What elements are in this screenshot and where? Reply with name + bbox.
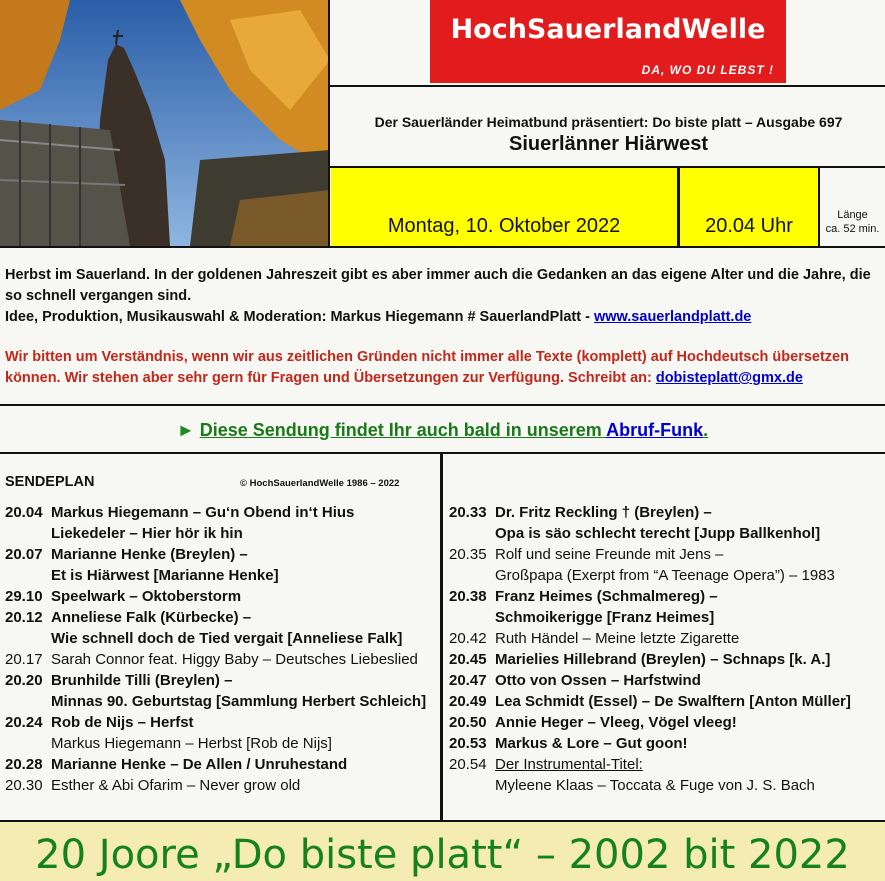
schedule-time: 20.38 bbox=[449, 588, 487, 605]
schedule-title: Der Instrumental-Titel: bbox=[495, 756, 643, 773]
schedule-item bbox=[5, 607, 437, 628]
station-logo bbox=[430, 0, 786, 83]
presents-line: Der Sauerländer Heimatbund präsentiert: Do biste platt – Ausgabe 697 bbox=[374, 114, 843, 130]
schedule-title: Rob de Nijs – Herfst bbox=[51, 714, 194, 731]
schedule-item bbox=[449, 628, 885, 649]
schedule-item bbox=[449, 544, 885, 565]
schedule-right bbox=[449, 502, 885, 796]
schedule-item bbox=[449, 649, 885, 670]
schedule-title: Marianne Henke – De Allen / Unruhestand bbox=[51, 756, 348, 773]
schedule-title: Markus & Lore – Gut goon! bbox=[495, 735, 688, 752]
logo-name: HochSauerlandWelle bbox=[450, 14, 766, 45]
schedule-subline bbox=[5, 628, 437, 649]
schedule-item bbox=[5, 502, 437, 523]
translation-notice bbox=[5, 347, 885, 389]
schedule-item bbox=[449, 754, 885, 775]
schedule-time: 20.30 bbox=[5, 777, 43, 794]
abruf-text[interactable]: Diese Sendung findet Ihr auch bald in unserem bbox=[199, 420, 607, 440]
schedule-subline bbox=[5, 523, 437, 544]
schedule-item bbox=[449, 712, 885, 733]
divider bbox=[330, 85, 885, 87]
schedule-time: 20.50 bbox=[449, 714, 487, 731]
intro-line-1: Herbst im Sauerland. In der goldenen Jahreszeit gibt es aber immer auch die Gedanken an das eigene Alter und die Jahre, die so schnell vergangen sind. bbox=[5, 267, 871, 304]
schedule-title: Annie Heger – Vleeg, Vögel vleeg! bbox=[495, 714, 737, 731]
schedule-item bbox=[5, 544, 437, 565]
abruf-line bbox=[0, 420, 885, 441]
schedule-time: 20.17 bbox=[5, 651, 43, 668]
banner-text: 20 Joore „Do biste platt“ – 2002 bit 2022 bbox=[35, 832, 850, 878]
date-box bbox=[331, 168, 677, 246]
schedule-subline bbox=[449, 775, 885, 796]
schedule-subtitle: Großpapa (Exerpt from “A Teenage Opera”) – 1983 bbox=[495, 567, 835, 584]
schedule-time: 20.12 bbox=[5, 609, 43, 626]
schedule-time: 20.07 bbox=[5, 546, 43, 563]
schedule-left bbox=[5, 502, 437, 796]
schedule-subline bbox=[449, 607, 885, 628]
schedule-time: 20.45 bbox=[449, 651, 487, 668]
schedule-time: 20.04 bbox=[5, 504, 43, 521]
divider bbox=[0, 246, 885, 248]
schedule-subtitle: Schmoikerigge [Franz Heimes] bbox=[495, 609, 715, 626]
schedule-time: 20.20 bbox=[5, 672, 43, 689]
schedule-title: Marielies Hillebrand (Breylen) – Schnaps [k. A.] bbox=[495, 651, 831, 668]
schedule-title: Ruth Händel – Meine letzte Zigarette bbox=[495, 630, 740, 647]
length-value: ca. 52 min. bbox=[825, 223, 880, 235]
schedule-item bbox=[5, 586, 437, 607]
length-label: Länge bbox=[837, 209, 868, 221]
schedule-title: Marianne Henke (Breylen) – bbox=[51, 546, 248, 563]
schedule-title: Anneliese Falk (Kürbecke) – bbox=[51, 609, 252, 626]
copyright: © HochSauerlandWelle 1986 – 2022 bbox=[240, 478, 400, 489]
schedule-subtitle: Minnas 90. Geburtstag [Sammlung Herbert Schleich] bbox=[51, 693, 427, 710]
schedule-time: 20.24 bbox=[5, 714, 43, 731]
schedule-title: Speelwark – Oktoberstorm bbox=[51, 588, 242, 605]
schedule-subline bbox=[449, 565, 885, 586]
schedule-title: Otto von Ossen – Harfstwind bbox=[495, 672, 701, 689]
notice-text: Wir bitten um Verständnis, wenn wir aus zeitlichen Gründen nicht immer alle Texte (komplett) auf Hochdeutsch übersetzen können. Wir stehen aber sehr gern für Fragen und Übersetzungen zur Verfügung. Schreibt an: bbox=[5, 349, 849, 386]
schedule-time: 20.28 bbox=[5, 756, 43, 773]
schedule-time: 20.47 bbox=[449, 672, 487, 689]
show-title: Siuerlänner Hiärwest bbox=[509, 133, 708, 155]
anniversary-banner bbox=[0, 822, 885, 881]
schedule-subline bbox=[5, 733, 437, 754]
schedule-item bbox=[449, 586, 885, 607]
schedule-subline bbox=[5, 691, 437, 712]
time-box bbox=[680, 168, 818, 246]
intro-line-2: Idee, Produktion, Musikauswahl & Moderation: Markus Hiegemann # SauerlandPlatt - bbox=[5, 309, 594, 325]
schedule-subline bbox=[5, 565, 437, 586]
schedule-subtitle: Opa is säo schlecht terecht [Jupp Ballkenhol] bbox=[495, 525, 821, 542]
schedule-item bbox=[5, 712, 437, 733]
divider bbox=[440, 452, 443, 822]
schedule-item bbox=[5, 775, 437, 796]
schedule-item bbox=[449, 502, 885, 523]
schedule-subtitle: Myleene Klaas – Toccata & Fuge von J. S. Bach bbox=[495, 777, 815, 794]
schedule-item bbox=[449, 691, 885, 712]
schedule-time: 20.35 bbox=[449, 546, 487, 563]
play-arrow-icon: ► bbox=[176, 420, 195, 440]
schedule-time: 20.33 bbox=[449, 504, 487, 521]
schedule-subtitle: Liekedeler – Hier hör ik hin bbox=[51, 525, 243, 542]
schedule-title: Sarah Connor feat. Higgy Baby – Deutsches Liebeslied bbox=[51, 651, 418, 668]
divider bbox=[0, 404, 885, 406]
intro-text bbox=[5, 265, 885, 328]
sendeplan-heading: SENDEPLAN bbox=[5, 474, 95, 490]
schedule-time: 20.53 bbox=[449, 735, 487, 752]
schedule-title: Rolf und seine Freunde mit Jens – bbox=[495, 546, 724, 563]
email-link[interactable]: dobisteplatt@gmx.de bbox=[655, 370, 803, 386]
schedule-subtitle: Markus Hiegemann – Herbst [Rob de Nijs] bbox=[51, 735, 332, 752]
schedule-item bbox=[449, 733, 885, 754]
schedule-title: Brunhilde Tilli (Breylen) – bbox=[51, 672, 233, 689]
schedule-item bbox=[5, 649, 437, 670]
abruf-dot: . bbox=[703, 420, 709, 440]
schedule-title: Dr. Fritz Reckling † (Breylen) – bbox=[495, 504, 712, 521]
schedule-time: 20.42 bbox=[449, 630, 487, 647]
schedule-title: Esther & Abi Ofarim – Never grow old bbox=[51, 777, 301, 794]
schedule-time: 29.10 bbox=[5, 588, 43, 605]
schedule-item bbox=[449, 670, 885, 691]
schedule-time: 20.49 bbox=[449, 693, 487, 710]
logo-slogan: DA, WO DU LEBST ! bbox=[641, 63, 774, 77]
header-photo bbox=[0, 0, 330, 246]
schedule-title: Franz Heimes (Schmalmereg) – bbox=[495, 588, 718, 605]
schedule-subtitle: Et is Hiärwest [Marianne Henke] bbox=[51, 567, 279, 584]
website-link[interactable]: www.sauerlandplatt.de bbox=[593, 309, 752, 325]
schedule-item bbox=[5, 670, 437, 691]
schedule-subtitle: Wie schnell doch de Tied vergait [Anneliese Falk] bbox=[51, 630, 403, 647]
schedule-title: Markus Hiegemann – Gu‘n Obend in‘t Hius bbox=[51, 504, 355, 521]
schedule-title: Lea Schmidt (Essel) – De Swalftern [Anton Müller] bbox=[495, 693, 851, 710]
length-box bbox=[820, 208, 885, 236]
divider bbox=[328, 0, 330, 248]
schedule-subline bbox=[449, 523, 885, 544]
broadcast-time: 20.04 Uhr bbox=[705, 215, 793, 237]
schedule-time: 20.54 bbox=[449, 756, 487, 773]
abruf-funk-link[interactable]: Abruf-Funk bbox=[606, 420, 704, 440]
broadcast-date: Montag, 10. Oktober 2022 bbox=[387, 215, 621, 237]
schedule-item bbox=[5, 754, 437, 775]
